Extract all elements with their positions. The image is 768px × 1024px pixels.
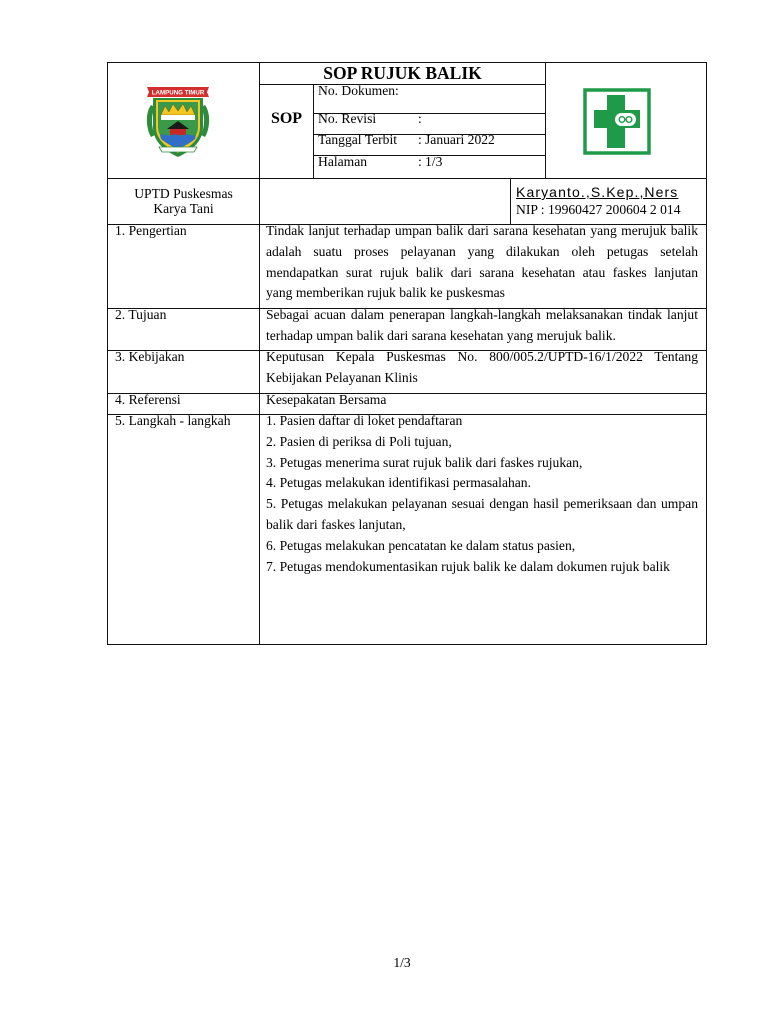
signatory-cell xyxy=(510,178,707,225)
paragraph-line: yang memberikan rujuk balik ke puskesmas xyxy=(266,285,505,301)
signatory-nip: NIP : 19960427 200604 2 014 xyxy=(516,202,681,217)
section-label-cell xyxy=(107,414,260,645)
paragraph-line: Tindak lanjut terhadap umpan balik dari sarana kesehatan yang merujuk balik xyxy=(266,223,698,238)
doc-info-separator: : xyxy=(418,132,422,147)
logo-right-cell xyxy=(545,62,707,179)
doc-info-separator: : xyxy=(418,154,422,169)
logo-banner-text: LAMPUNG TIMUR xyxy=(151,89,205,97)
section-label: 1. Pengertian xyxy=(115,223,187,238)
section-paragraph xyxy=(266,347,698,389)
doc-info-separator: : xyxy=(418,111,422,126)
logo-bottom-ribbon xyxy=(159,147,197,152)
logo-left-cell xyxy=(107,62,260,179)
section-label: 2. Tujuan xyxy=(115,307,167,322)
blank-cell xyxy=(259,178,511,225)
step-line: 6. Petugas melakukan pencatatan ke dalam status pasien, xyxy=(266,537,576,553)
step-line: 3. Petugas menerima surat rujuk balik dari faskes rujukan, xyxy=(266,454,583,470)
paragraph-line: mendapatkan surat rujuk balik dari sarana kesehatan atau faskes lanjutan xyxy=(266,264,698,280)
doc-info-label: No. Dokumen: xyxy=(318,83,399,98)
section-label-cell xyxy=(107,224,260,309)
unit-name-line: Karya Tani xyxy=(153,201,214,216)
doc-info-value: Januari 2022 xyxy=(425,132,495,147)
step-line: 1. Pasien daftar di loket pendaftaran xyxy=(266,413,463,428)
lampung-timur-logo xyxy=(145,85,211,158)
paragraph-line: adalah suatu proses pelayanan yang dilakukan oleh petugas setelah xyxy=(266,243,698,259)
step-line: 7. Petugas mendokumentasikan rujuk balik ke dalam dokumen rujuk balik xyxy=(266,558,670,574)
paragraph-line: Keputusan Kepala Puskesmas No. 800/005.2/UPTD-16/1/2022 Tentang xyxy=(266,349,698,364)
section-label: 5. Langkah - langkah xyxy=(115,413,231,428)
paragraph-line: Kebijakan Pelayanan Klinis xyxy=(266,369,418,385)
doc-info-label: Tanggal Terbit xyxy=(318,132,398,147)
page-number: 1/3 xyxy=(393,955,411,970)
title-cell xyxy=(259,62,546,85)
document-title: SOP RUJUK BALIK xyxy=(323,63,482,83)
doc-info-value: 1/3 xyxy=(425,154,443,169)
puskesmas-logo xyxy=(583,88,651,155)
doc-info-label: No. Revisi xyxy=(318,111,377,126)
step-line: 5. Petugas melakukan pelayanan sesuai dengan hasil pemeriksaan dan umpan xyxy=(266,496,698,512)
section-label: 4. Referensi xyxy=(115,392,181,407)
logo-mirror-shape xyxy=(615,113,636,126)
sop-label: SOP xyxy=(270,110,303,127)
doc-info-label: Halaman xyxy=(318,154,368,169)
section-paragraph xyxy=(266,221,698,304)
paragraph-line: Kesepakatan Bersama xyxy=(266,392,387,407)
section-label: 3. Kebijakan xyxy=(115,349,185,364)
section-paragraph xyxy=(266,390,698,411)
section-content-cell xyxy=(259,350,707,394)
doc-info-row-page xyxy=(313,155,546,179)
sop-label-cell xyxy=(259,84,314,179)
step-line: 2. Pasien di periksa di Poli tujuan, xyxy=(266,433,452,449)
logo-house-body xyxy=(170,129,186,135)
unit-name-line: UPTD Puskesmas xyxy=(134,186,233,201)
paragraph-line: Sebagai acuan dalam penerapan langkah-langkah melaksanakan tindak lanjut xyxy=(266,307,698,322)
unit-name xyxy=(108,186,259,216)
section-label-cell xyxy=(107,350,260,394)
steps-list xyxy=(266,411,698,577)
section-content-cell xyxy=(259,308,707,351)
section-paragraph xyxy=(266,305,698,347)
step-line: balik dari faskes lanjutan, xyxy=(266,516,406,532)
step-line: 4. Petugas melakukan identifikasi permasalahan. xyxy=(266,475,531,491)
section-content-cell xyxy=(259,414,707,645)
logo-white-band xyxy=(161,115,195,120)
unit-cell xyxy=(107,178,260,225)
section-label-cell xyxy=(107,308,260,351)
paragraph-line: terhadap umpan balik dari sarana kesehatan yang merujuk balik. xyxy=(266,327,616,343)
section-content-cell xyxy=(259,224,707,309)
signatory-name: Karyanto.,S.Kep.,Ners xyxy=(516,184,679,200)
